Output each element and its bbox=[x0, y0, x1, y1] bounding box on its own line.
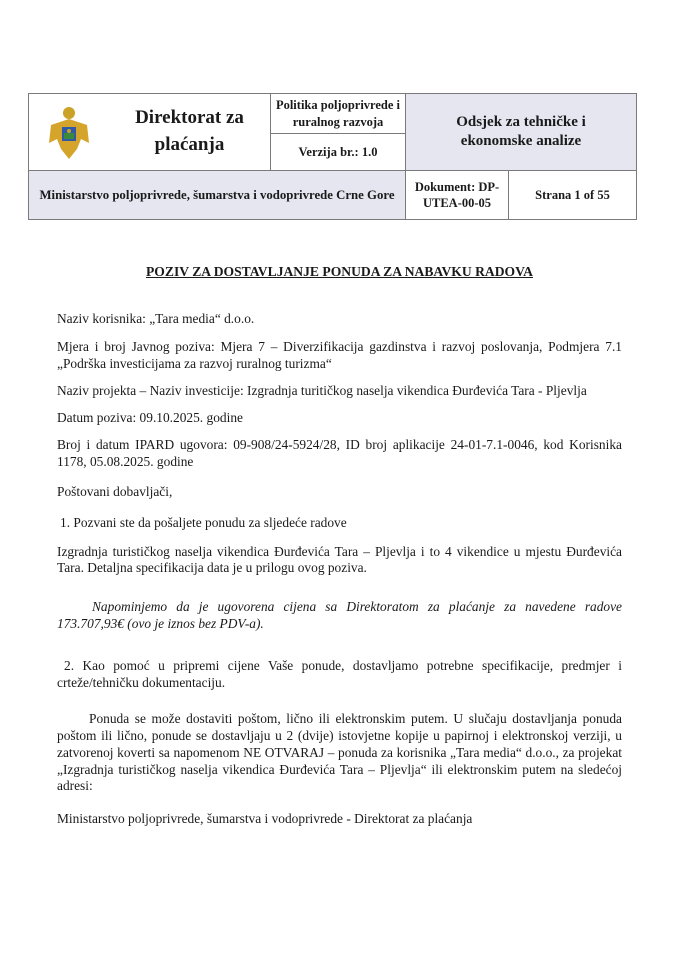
offer-line-1: Ponuda se može dostaviti poštom, lično ili elektronskim putem. U slučaju dostavljanja ponuda bbox=[89, 711, 622, 726]
offer-line-2: poštom ili lično, ponude se dostavljaju u 2 (dvije) istovjetne kopije u papirnoj i elektronskoj verziji, u bbox=[57, 728, 622, 743]
point-1: 1. Pozvani ste da pošaljete ponudu za sljedeće radove bbox=[60, 515, 347, 530]
document-number-cell: Dokument: DP-UTEA-00-05 bbox=[405, 170, 509, 220]
point-2-line-1: 2. Kao pomoć u pripremi cijene Vaše ponude, dostavljamo potrebne specifikacije, predmjer i bbox=[64, 658, 622, 673]
price-note-line-1: Napominjemo da je ugovorena cijena sa Direktoratom za plaćanje za navedene radove bbox=[92, 599, 622, 614]
works-line-1: Izgradnja turističkog naselja vikendica Đurđevića Tara – Pljevlja i to 4 vikendice u mjestu Đurđevića bbox=[57, 544, 622, 559]
project-name: Naziv projekta – Naziv investicije: Izgradnja turitičkog naselja vikendica Đurđevića Tara - Pljevlja bbox=[57, 383, 587, 398]
offer-line-4: „Izgradnja turističkog naselja vikendica Đurđevića Tara – Pljevlja“ ili elektronskim putem na sledećoj bbox=[57, 762, 622, 777]
version-cell: Verzija br.: 1.0 bbox=[270, 133, 406, 171]
offer-line-3: zatvorenoj koverti sa napomenom NE OTVARAJ – ponuda za korisnika „Tara media“ d.o.o., za projekat bbox=[57, 745, 622, 760]
header-org-cell bbox=[28, 93, 271, 171]
document-title: POZIV ZA DOSTAVLJANJE PONUDA ZA NABAVKU RADOVA bbox=[146, 264, 533, 279]
contract-line-2: 1178, 05.08.2025. godine bbox=[57, 454, 194, 469]
beneficiary-name: Naziv korisnika: „Tara media“ d.o.o. bbox=[57, 311, 255, 326]
salutation: Poštovani dobavljači, bbox=[57, 484, 173, 499]
coat-of-arms-icon bbox=[47, 105, 91, 161]
address: Ministarstvo poljoprivrede, šumarstva i vodoprivrede - Direktorat za plaćanja bbox=[57, 811, 473, 826]
department-cell: Odsjek za tehničke i ekonomske analize bbox=[405, 93, 637, 171]
policy-cell: Politika poljoprivrede i ruralnog razvoja bbox=[270, 93, 406, 134]
price-note-line-2: 173.707,93€ (ovo je iznos bez PDV-a). bbox=[57, 616, 264, 631]
org-title: Direktorat za plaćanja bbox=[135, 107, 244, 155]
point-2-line-2: crteže/tehničku dokumentaciju. bbox=[57, 675, 226, 690]
measure-line-2: „Podrška investicijama za razvoj ruralnog turizma“ bbox=[57, 356, 332, 371]
page-number-cell: Strana 1 of 55 bbox=[508, 170, 637, 220]
measure-line-1: Mjera i broj Javnog poziva: Mjera 7 – Diverzifikacija gazdinstva i razvoj poslovanja, Podmjera 7.1 bbox=[57, 339, 622, 354]
contract-line-1: Broj i datum IPARD ugovora: 09-908/24-5924/28, ID broj aplikacije 24-01-7.1-0046, kod Korisnika bbox=[57, 437, 622, 452]
offer-line-5: adresi: bbox=[57, 778, 93, 793]
call-date: Datum poziva: 09.10.2025. godine bbox=[57, 410, 243, 425]
works-line-2: Tara. Detaljna specifikacija data je u prilogu ovog poziva. bbox=[57, 560, 367, 575]
ministry-cell: Ministarstvo poljoprivrede, šumarstva i vodoprivrede Crne Gore bbox=[28, 170, 406, 220]
